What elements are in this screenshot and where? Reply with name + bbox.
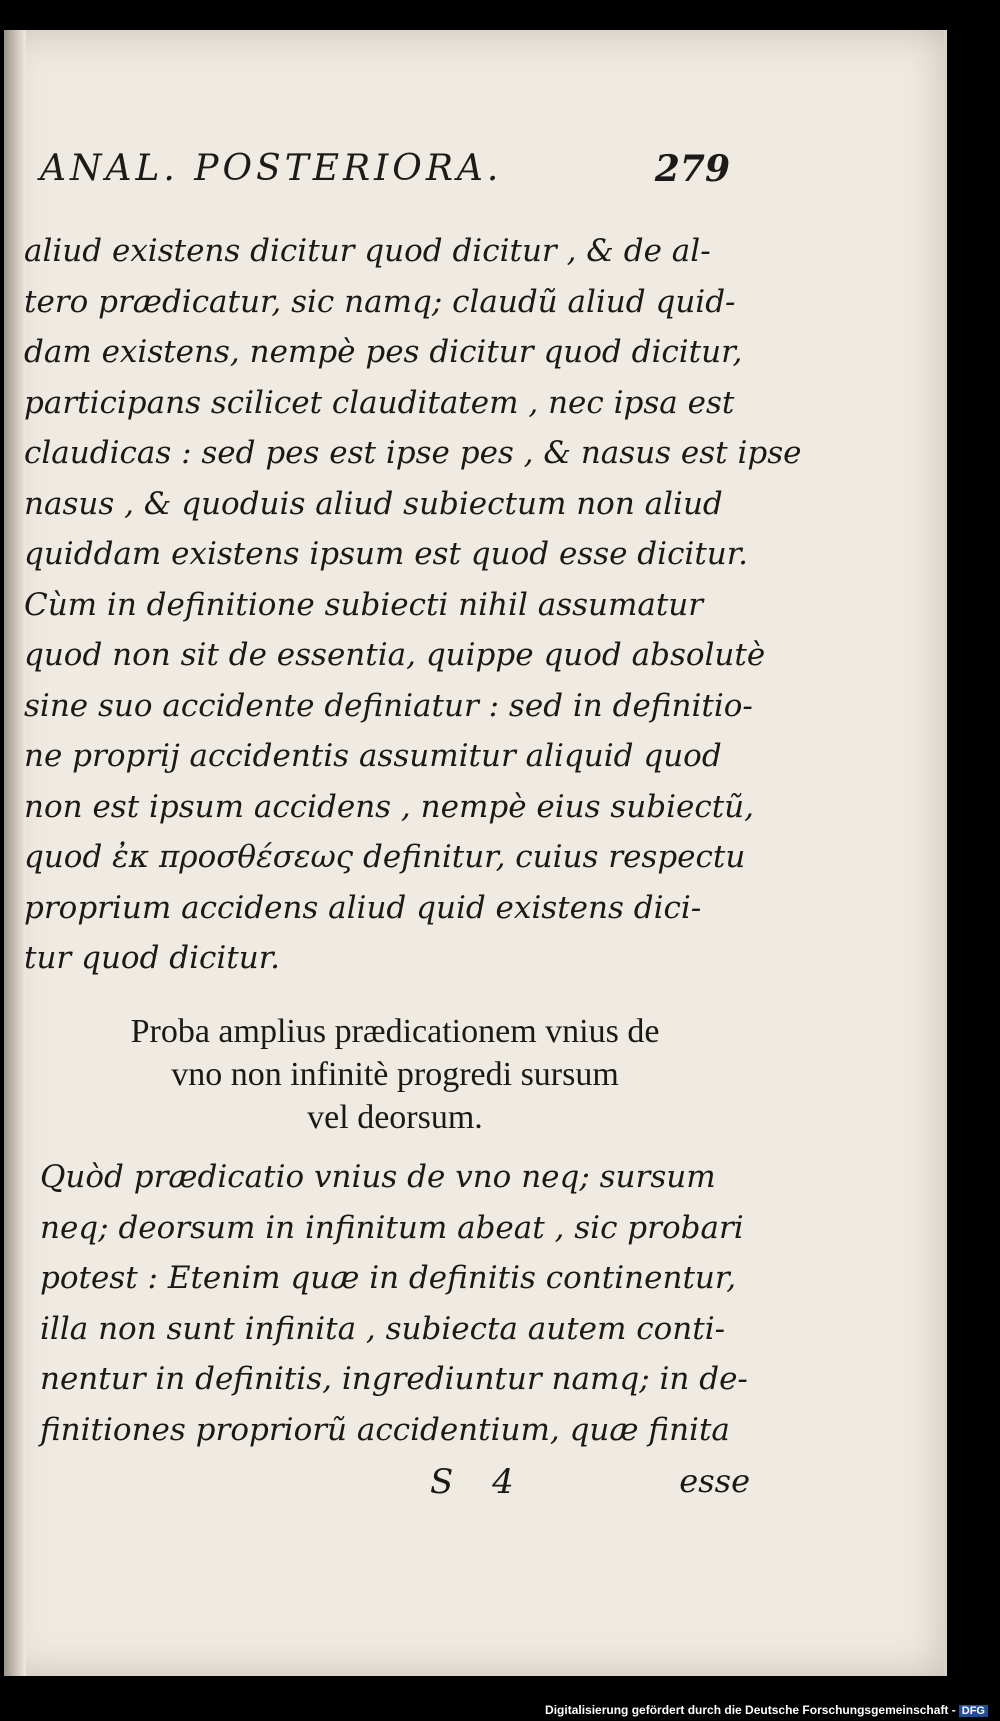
heading-line: vel deorsum. xyxy=(307,1099,483,1136)
text-line: illa non sunt infinita , subiecta autem conti- xyxy=(40,1310,726,1347)
text-line: quod non sit de essentia, quippe quod absolutè xyxy=(24,637,766,673)
text-line: aliud existens dicitur quod dicitur , & de al- xyxy=(24,233,711,269)
heading-line: Proba amplius prædicationem vnius de xyxy=(130,1013,660,1050)
heading-line: vno non infinitè progredi sursum xyxy=(171,1056,619,1093)
paragraph-1 xyxy=(24,226,802,984)
digitization-credit xyxy=(545,1703,988,1717)
text-line: participans scilicet clauditatem , nec ipsa est xyxy=(24,384,735,421)
text-line: tur quod dicitur. xyxy=(24,940,280,976)
text-line: nentur in definitis, ingrediuntur namq; in de- xyxy=(40,1361,748,1397)
signature-mark: S 4 xyxy=(430,1462,528,1502)
text-line: sine suo accidente definiatur : sed in definitio- xyxy=(24,687,753,724)
text-line: nasus , & quoduis aliud subiectum non aliud xyxy=(24,485,723,522)
page-footer xyxy=(40,1462,750,1512)
text-line: dam existens, nempè pes dicitur quod dicitur, xyxy=(24,334,743,370)
text-line: non est ipsum accidens , nempè eius subiectũ, xyxy=(24,788,754,825)
text-line: proprium accidens aliud quid existens dici- xyxy=(24,889,702,926)
running-head: ANAL. POSTERIORA. xyxy=(40,148,503,189)
section-heading xyxy=(50,1010,740,1139)
text-line: Quòd prædicatio vnius de vno neq; sursum xyxy=(40,1159,716,1195)
book-page xyxy=(4,30,947,1676)
catchword: esse xyxy=(679,1462,750,1500)
page-header xyxy=(40,148,730,208)
text-line: Cùm in definitione subiecti nihil assumatur xyxy=(24,586,704,623)
text-line: quod ἐκ προσθέσεως definitur, cuius respectu xyxy=(24,839,746,875)
text-line: potest : Etenim quæ in definitis continentur, xyxy=(40,1260,737,1296)
text-line: ne proprij accidentis assumitur aliquid quod xyxy=(24,738,722,774)
dfg-logo: DFG xyxy=(959,1705,988,1717)
page-number: 279 xyxy=(654,148,730,190)
credit-text: Digitalisierung gefördert durch die Deutsche Forschungsgemeinschaft - xyxy=(545,1703,956,1717)
page-gutter xyxy=(4,30,26,1676)
text-line: finitiones propriorũ accidentium, quæ finita xyxy=(40,1411,730,1448)
paragraph-2 xyxy=(40,1152,750,1455)
text-line: neq; deorsum in infinitum abeat , sic probari xyxy=(40,1209,744,1246)
text-line: quiddam existens ipsum est quod esse dicitur. xyxy=(24,536,749,572)
text-line: tero prædicatur, sic namq; claudũ aliud quid- xyxy=(24,283,736,320)
text-line: claudicas : sed pes est ipse pes , & nasus est ipse xyxy=(24,435,802,471)
